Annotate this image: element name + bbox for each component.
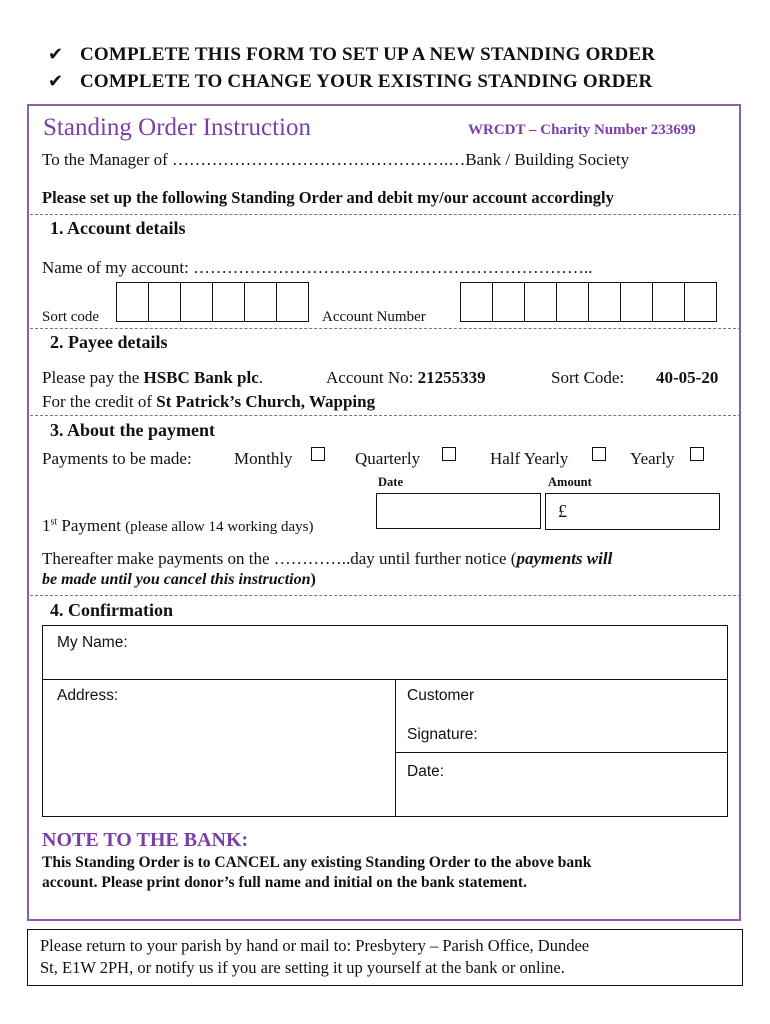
note-line-1: This Standing Order is to CANCEL any existing Standing Order to the above bank [42, 854, 592, 871]
sort-code-boxes [116, 282, 309, 322]
divider [395, 752, 727, 753]
account-number-digit-box[interactable] [524, 282, 557, 322]
half-yearly-label: Half Yearly [490, 449, 569, 468]
quarterly-label: Quarterly [355, 449, 421, 468]
first-payment-note: (please allow 14 working days) [125, 519, 314, 535]
pound-sign: £ [558, 501, 567, 521]
thereafter-end: ) [310, 571, 316, 588]
confirmation-box [42, 625, 728, 817]
account-number-digit-box[interactable] [556, 282, 589, 322]
sort-code-value: 40-05-20 [656, 368, 719, 387]
half-yearly-checkbox[interactable] [592, 447, 606, 461]
signature-field[interactable]: Signature: [407, 726, 478, 743]
yearly-label: Yearly [630, 449, 675, 468]
date-column-label: Date [378, 475, 403, 489]
first-payment-number: 1 [42, 516, 51, 535]
account-name-field[interactable]: Name of my account: …………………………………………………………….. [42, 258, 593, 277]
first-payment-suffix: st [50, 516, 58, 528]
thereafter-italic-2: be made until you cancel this instruction [42, 571, 311, 588]
account-no-label: Account No: [326, 368, 418, 387]
checkmark-icon: ✔ [48, 71, 64, 92]
pay-the-label: Please pay the [42, 368, 144, 387]
instruction-text: Please set up the following Standing Order and debit my/our account accordingly [42, 188, 614, 207]
first-payment-amount-field[interactable] [545, 493, 720, 530]
credit-label: For the credit of [42, 392, 157, 411]
sort-code-label-payee: Sort Code: [551, 368, 625, 387]
divider [30, 328, 741, 329]
first-payment-label [42, 516, 313, 536]
monthly-checkbox[interactable] [311, 447, 325, 461]
divider [395, 679, 396, 816]
first-payment-date-field[interactable] [376, 493, 541, 529]
section-confirmation-heading: 4. Confirmation [50, 600, 173, 620]
account-number-digit-box[interactable] [588, 282, 621, 322]
account-number-boxes [460, 282, 717, 322]
sort-code-digit-box[interactable] [180, 282, 213, 322]
header-line-new: COMPLETE THIS FORM TO SET UP A NEW STANDING ORDER [80, 44, 656, 65]
payments-label: Payments to be made: [42, 449, 192, 468]
address-field[interactable]: Address: [57, 687, 119, 704]
return-instructions-box [27, 929, 743, 986]
section-payee-details-heading: 2. Payee details [50, 332, 168, 352]
thereafter-text: Thereafter make payments on the …………..day until further notice ( [42, 549, 517, 568]
manager-line[interactable]: To the Manager of ………………………………………….…Bank / Building Society [42, 150, 630, 169]
divider [30, 415, 741, 416]
divider [30, 595, 741, 596]
section-about-payment-heading: 3. About the payment [50, 420, 216, 440]
thereafter-italic-1: payments will [516, 549, 613, 568]
checkmark-icon: ✔ [48, 44, 64, 65]
account-number-digit-box[interactable] [492, 282, 525, 322]
sort-code-digit-box[interactable] [244, 282, 277, 322]
thereafter-line-1 [42, 549, 612, 569]
quarterly-checkbox[interactable] [442, 447, 456, 461]
sort-code-digit-box[interactable] [212, 282, 245, 322]
header-line-change: COMPLETE TO CHANGE YOUR EXISTING STANDING ORDER [80, 71, 653, 92]
thereafter-line-2 [42, 571, 316, 589]
section-account-details-heading: 1. Account details [50, 218, 186, 238]
account-number-digit-box[interactable] [684, 282, 717, 322]
form-title: Standing Order Instruction [43, 114, 312, 141]
sort-code-label: Sort code [42, 309, 100, 325]
account-number-digit-box[interactable] [652, 282, 685, 322]
credit-to: St Patrick’s Church, Wapping [156, 392, 376, 411]
sort-code-digit-box[interactable] [276, 282, 309, 322]
divider [43, 679, 727, 680]
note-line-2: account. Please print donor’s full name and initial on the bank statement. [42, 874, 527, 891]
account-number-digit-box[interactable] [460, 282, 493, 322]
account-number-digit-box[interactable] [620, 282, 653, 322]
charity-number: WRCDT – Charity Number 233699 [468, 122, 696, 138]
account-no-value: 21255339 [417, 368, 486, 387]
account-number-label: Account Number [322, 309, 426, 325]
note-heading: NOTE TO THE BANK: [42, 829, 249, 851]
first-payment-text: Payment [61, 516, 121, 535]
divider [30, 214, 741, 215]
credit-line [42, 392, 375, 412]
amount-column-label: Amount [548, 475, 592, 489]
customer-label: Customer [407, 687, 475, 704]
return-line-1: Please return to your parish by hand or mail to: Presbytery – Parish Office, Dundee [40, 936, 590, 955]
yearly-checkbox[interactable] [690, 447, 704, 461]
sort-code-digit-box[interactable] [148, 282, 181, 322]
payee-line [42, 368, 263, 388]
payee-account [326, 368, 486, 388]
sort-code-digit-box[interactable] [116, 282, 149, 322]
date-field[interactable]: Date: [407, 763, 445, 780]
monthly-label: Monthly [234, 449, 293, 468]
payee-bank: HSBC Bank plc [143, 368, 259, 387]
payee-bank-end: . [258, 368, 264, 387]
return-line-2: St, E1W 2PH, or notify us if you are setting it up yourself at the bank or online. [40, 958, 565, 977]
my-name-field[interactable]: My Name: [57, 634, 128, 651]
